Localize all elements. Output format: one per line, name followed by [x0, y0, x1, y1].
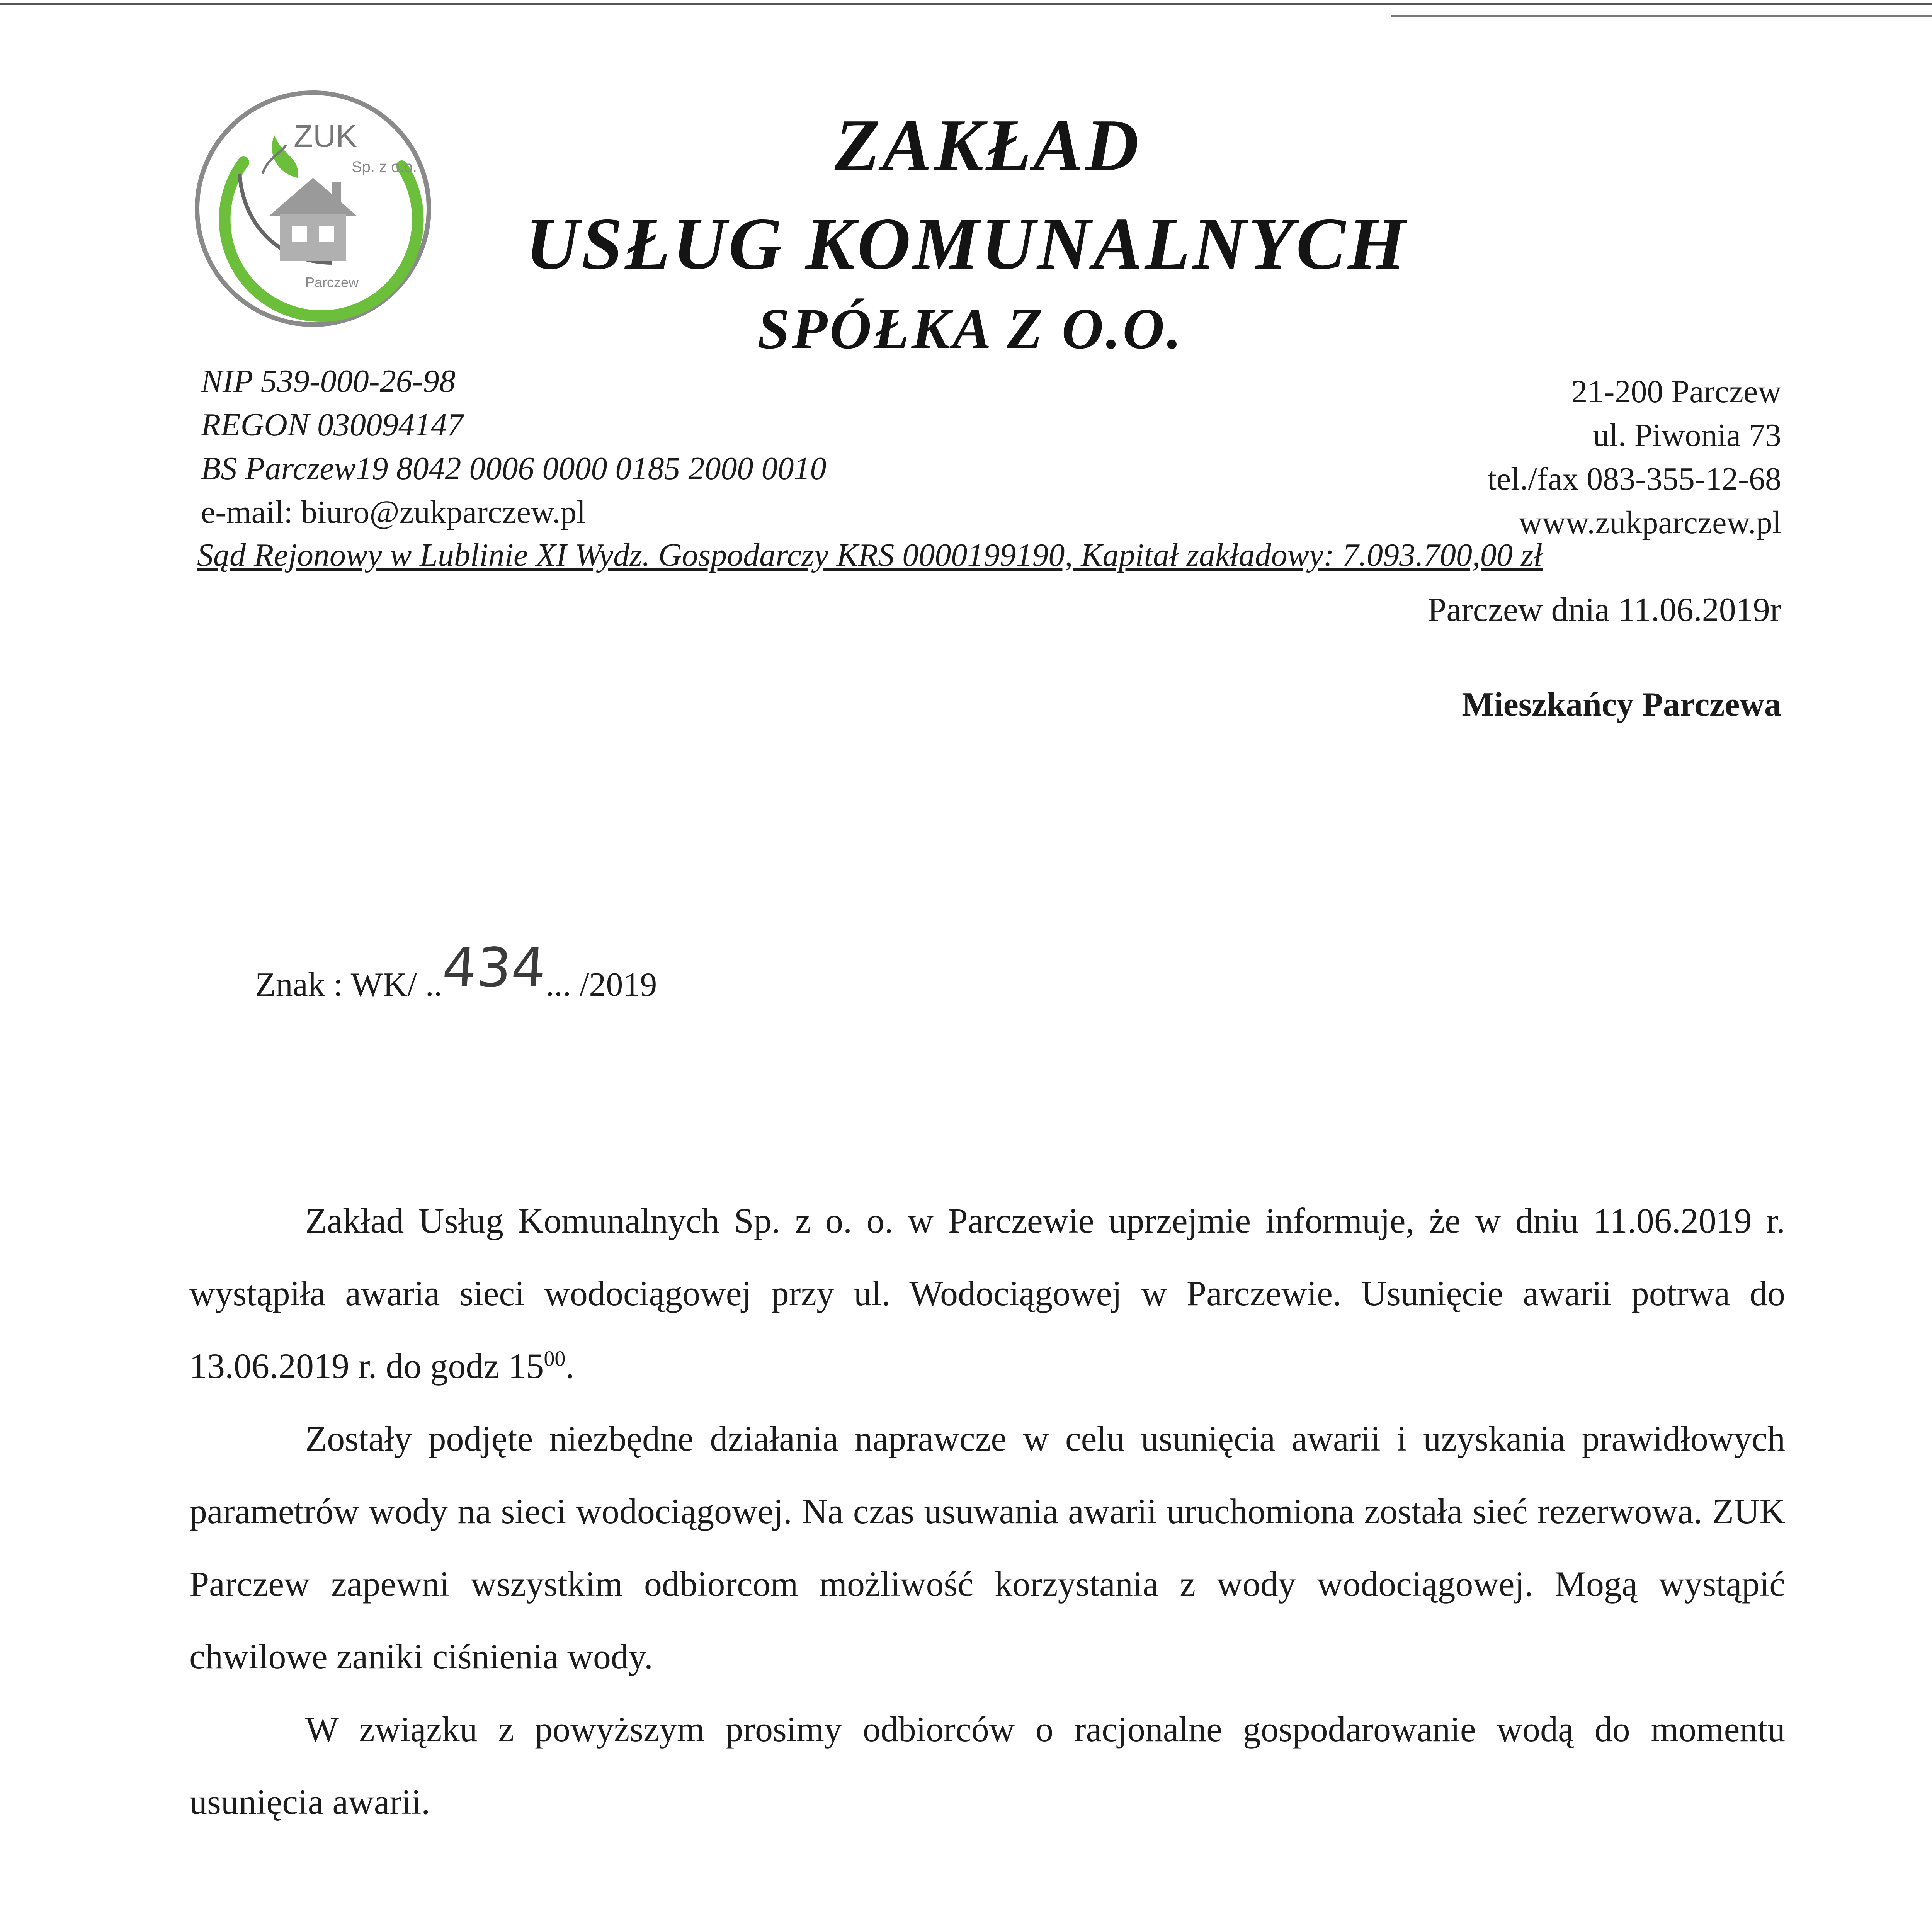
letter-body: [189, 1184, 1785, 1838]
letter-recipient: Mieszkańcy Parczewa: [1462, 686, 1781, 723]
body-paragraph-1-text: Zakład Usług Komunalnych Sp. z o. o. w Parczewie uprzejmie informuje, że w dniu 11.06.2019 r. wystąpiła awaria sieci wodociągowej przy ul. Wodociągowej w Parczewie. Usunięcie awarii potrwa do 13.06.2019 r. do godz 15: [189, 1201, 1785, 1386]
scan-edge-top: [0, 3, 1932, 5]
company-name-line-2: USŁUG KOMUNALNYCH: [526, 202, 1408, 285]
company-nip: NIP 539-000-26-98: [201, 363, 456, 399]
scan-edge-top-2: [1391, 15, 1932, 17]
body-paragraph-1: [189, 1184, 1785, 1402]
logo-name: ZUK: [294, 119, 357, 154]
company-postcode: 21-200 Parczew: [1571, 374, 1781, 410]
company-name-line-1: ZAKŁAD: [835, 104, 1141, 186]
reference-handwritten: 434: [440, 937, 548, 1000]
reference-number: [255, 937, 657, 1005]
body-paragraph-3: W związku z powyższym prosimy odbiorców o racjonalne gospodarowanie wodą do momentu usunięcia awarii.: [189, 1709, 1785, 1821]
body-paragraph-1-end: .: [565, 1346, 575, 1386]
company-regon: REGON 030094147: [201, 407, 463, 443]
logo-suffix: Sp. z o.o.: [352, 158, 417, 175]
company-logo: [185, 81, 464, 336]
logo-town: Parczew: [305, 274, 359, 290]
court-registration: Sąd Rejonowy w Lublinie XI Wydz. Gospodarczy KRS 0000199190, Kapitał zakładowy: 7.093.700,00 zł: [197, 537, 1543, 573]
company-phone: tel./fax 083-355-12-68: [1487, 461, 1781, 497]
company-bank-account: BS Parczew19 8042 0006 0000 0185 2000 0010: [201, 451, 827, 486]
company-email: e-mail: biuro@zukparczew.pl: [201, 494, 586, 530]
body-paragraph-2: Zostały podjęte niezbędne działania naprawcze w celu usunięcia awarii i uzyskania prawidłowych parametrów wody na sieci wodociągowej. Na czas usuwania awarii uruchomiona została sieć rezerwowa. ZUK Parczew zapewni wszystkim odbiorcom możliwość korzystania z wody wodociągowej. Mogą wystąpić chwilowe zaniki ciśnienia wody.: [189, 1419, 1785, 1676]
letter-date: Parczew dnia 11.06.2019r: [1427, 591, 1781, 629]
reference-suffix: ... /2019: [545, 966, 657, 1003]
time-superscript: 00: [544, 1347, 566, 1371]
reference-prefix: Znak : WK/ ..: [255, 966, 442, 1003]
company-website: www.zukparczew.pl: [1519, 505, 1781, 541]
company-street: ul. Piwonia 73: [1593, 417, 1781, 453]
company-name-line-3: SPÓŁKA Z O.O.: [757, 297, 1184, 361]
